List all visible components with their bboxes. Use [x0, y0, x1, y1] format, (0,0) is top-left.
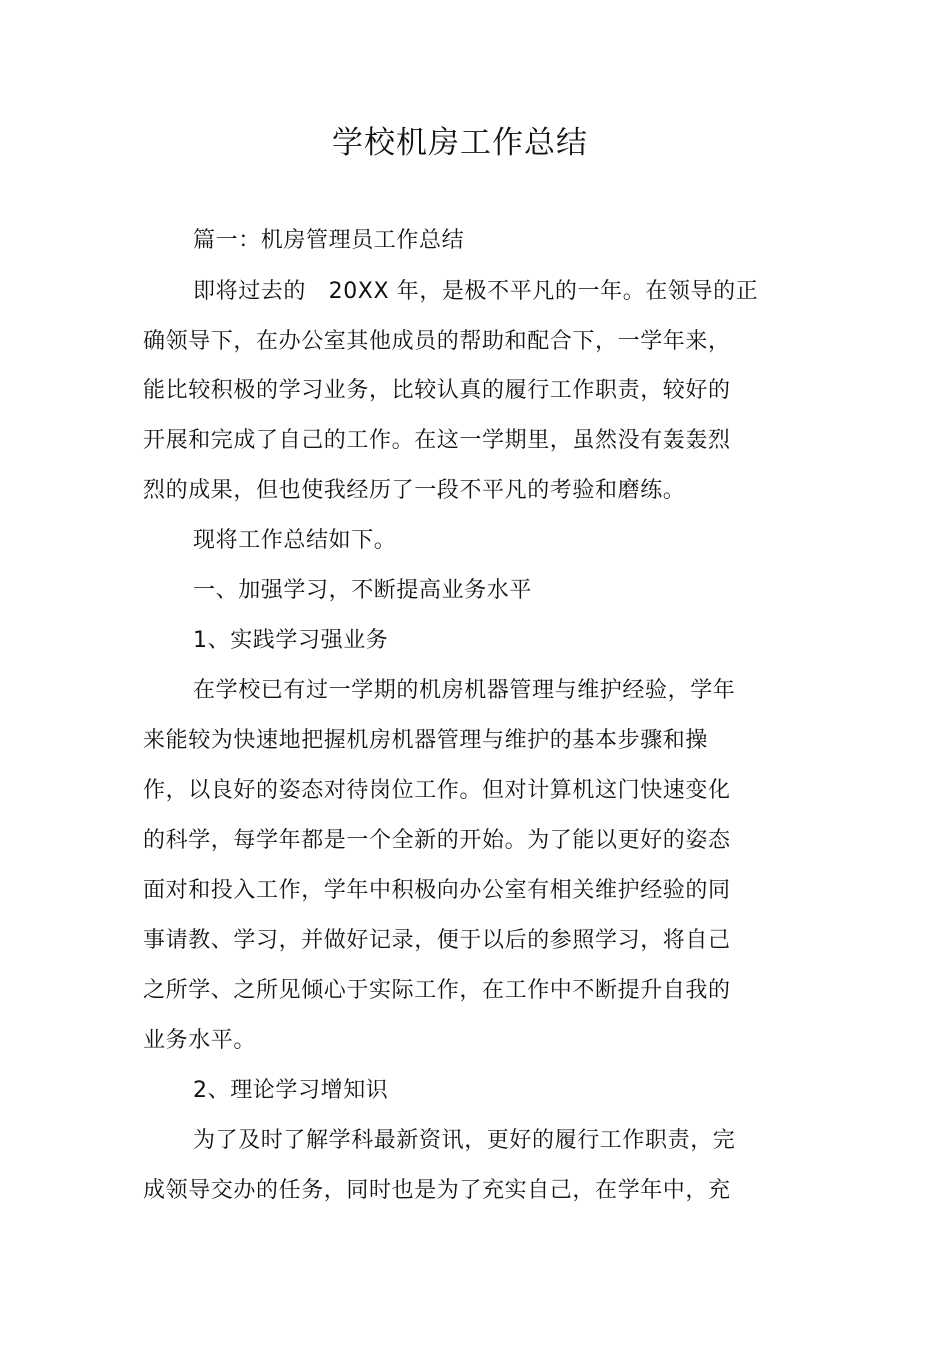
paragraph-line: 作，以良好的姿态对待岗位工作。但对计算机这门快速变化 [143, 778, 731, 803]
paragraph-line: 业务水平。 [143, 1028, 257, 1053]
paragraph-line: 开展和完成了自己的工作。在这一学期里，虽然没有轰轰烈 [143, 428, 731, 453]
subsection-heading: 2、理论学习增知识 [193, 1078, 389, 1103]
section-heading: 一、加强学习，不断提高业务水平 [193, 578, 533, 603]
document-title: 学校机房工作总结 [332, 125, 588, 161]
paragraph-line: 烈的成果，但也使我经历了一段不平凡的考验和磨练。 [143, 478, 686, 503]
paragraph-line: 来能较为快速地把握机房机器管理与维护的基本步骤和操 [143, 728, 709, 753]
paragraph-line: 的科学，每学年都是一个全新的开始。为了能以更好的姿态 [143, 828, 731, 853]
section-heading: 篇一：机房管理员工作总结 [193, 228, 465, 253]
paragraph-line: 在学校已有过一学期的机房机器管理与维护经验，学年 [193, 678, 736, 703]
paragraph-line: 即将过去的 20XX 年，是极不平凡的一年。在领导的正 [193, 279, 759, 304]
paragraph-line: 确领导下，在办公室其他成员的帮助和配合下，一学年来， [143, 329, 731, 354]
paragraph-line: 现将工作总结如下。 [193, 528, 397, 553]
paragraph-line: 事请教、学习，并做好记录，便于以后的参照学习，将自己 [143, 928, 731, 953]
paragraph-line: 能比较积极的学习业务，比较认真的履行工作职责，较好的 [143, 378, 731, 403]
subsection-heading: 1、实践学习强业务 [193, 628, 389, 653]
paragraph-line: 之所学、之所见倾心于实际工作，在工作中不断提升自我的 [143, 978, 731, 1003]
paragraph-line: 面对和投入工作，学年中积极向办公室有相关维护经验的同 [143, 878, 731, 903]
paragraph-line: 为了及时了解学科最新资讯，更好的履行工作职责，完 [193, 1128, 736, 1153]
paragraph-line: 成领导交办的任务，同时也是为了充实自己，在学年中，充 [143, 1178, 731, 1203]
